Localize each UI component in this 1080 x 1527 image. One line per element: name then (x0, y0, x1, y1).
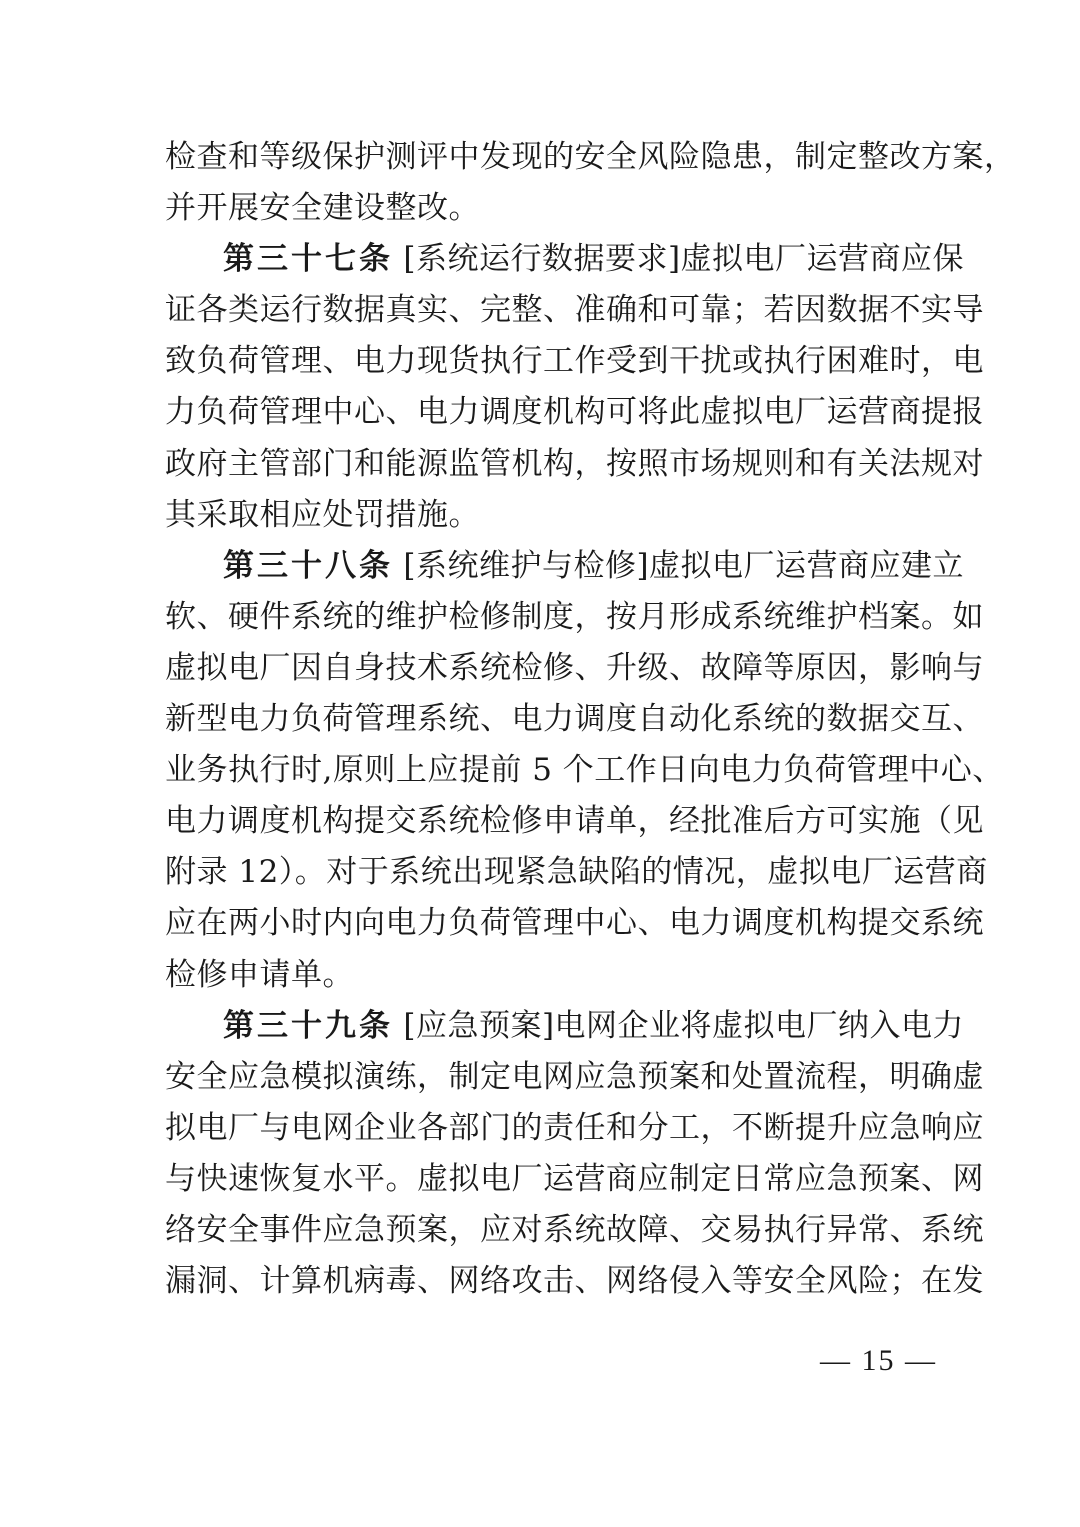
text-line: 电力调度机构提交系统检修申请单，经批准后方可实施（见 (165, 803, 984, 840)
article-first-line (165, 1001, 965, 1052)
text-line: 应在两小时内向电力负荷管理中心、电力调度机构提交系统 (165, 905, 984, 942)
text-line: 其采取相应处罚措施。 (165, 496, 480, 533)
article-heading: 第三十八条 (223, 547, 393, 584)
text-line: 拟电厂与电网企业各部门的责任和分工，不断提升应急响应 (165, 1109, 984, 1146)
text-line: [系统运行数据要求]虚拟电厂运营商应保 (393, 241, 965, 278)
document-body (165, 132, 1016, 1307)
text-line: 政府主管部门和能源监管机构，按照市场规则和有关法规对 (165, 445, 984, 482)
text-line: 力负荷管理中心、电力调度机构可将此虚拟电厂运营商提报 (165, 394, 984, 431)
text-line: 证各类运行数据真实、完整、准确和可靠；若因数据不实导 (165, 292, 984, 329)
text-line: [应急预案]电网企业将虚拟电厂纳入电力 (393, 1007, 965, 1044)
text-line: 并开展安全建设整改。 (165, 190, 480, 227)
text-line: 业务执行时,原则上应提前 5 个工作日向电力负荷管理中心、 (165, 752, 1004, 789)
text-line: 附录 12）。对于系统出现紧急缺陷的情况，虚拟电厂运营商 (165, 854, 988, 891)
paragraph-continuation (165, 132, 1016, 234)
text-line: 致负荷管理、电力现货执行工作受到干扰或执行困难时，电 (165, 343, 984, 380)
text-line: 安全应急模拟演练，制定电网应急预案和处置流程，明确虚 (165, 1058, 984, 1095)
article-39 (165, 1001, 984, 1308)
article-first-line (165, 234, 965, 285)
article-first-line (165, 541, 965, 592)
text-line: 检查和等级保护测评中发现的安全风险隐患，制定整改方案， (165, 139, 1016, 175)
text-line: 络安全事件应急预案，应对系统故障、交易执行异常、系统 (165, 1211, 984, 1248)
article-38 (165, 541, 1004, 1001)
text-line: 虚拟电厂因自身技术系统检修、升级、故障等原因，影响与 (165, 649, 984, 686)
text-line: 软、硬件系统的维护检修制度，按月形成系统维护档案。如 (165, 598, 984, 635)
article-heading: 第三十七条 (223, 241, 393, 278)
article-37 (165, 234, 984, 541)
text-line: 检修申请单。 (165, 956, 354, 993)
text-line: [系统维护与检修]虚拟电厂运营商应建立 (393, 547, 965, 584)
text-line: 与快速恢复水平。虚拟电厂运营商应制定日常应急预案、网 (165, 1160, 984, 1197)
page-number: — 15 — (820, 1344, 937, 1377)
text-line: 新型电力负荷管理系统、电力调度自动化系统的数据交互、 (165, 701, 984, 738)
text-line: 漏洞、计算机病毒、网络攻击、网络侵入等安全风险；在发 (165, 1263, 984, 1300)
article-heading: 第三十九条 (223, 1007, 393, 1044)
